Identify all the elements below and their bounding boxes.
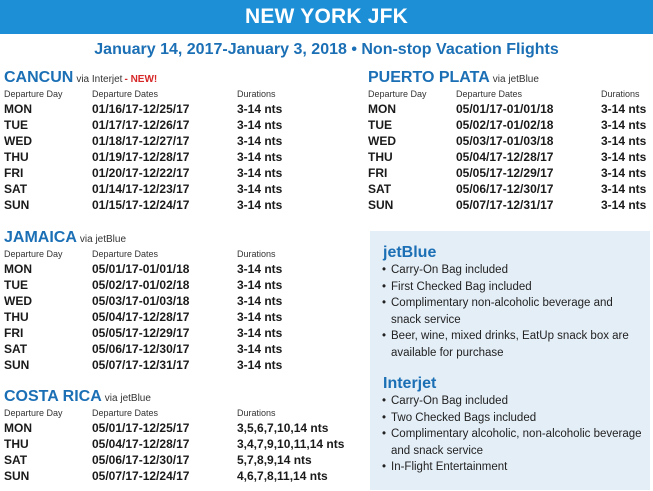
destination-carrier: via jetBlue xyxy=(79,234,127,245)
dates-cell: 05/07/17-12/24/17 xyxy=(92,469,190,483)
header-departure-day: Departure Day xyxy=(368,89,427,99)
destination-name: COSTA RICA xyxy=(4,388,102,405)
dates-cell: 05/04/17-12/28/17 xyxy=(456,150,554,164)
destination-name: JAMAICA xyxy=(4,229,77,246)
duration-cell: 3-14 nts xyxy=(237,134,283,148)
duration-cell: 3-14 nts xyxy=(237,150,283,164)
header-departure-day: Departure Day xyxy=(4,408,63,418)
day-cell: TUE xyxy=(368,118,392,132)
table-row xyxy=(4,468,344,484)
table-row xyxy=(368,101,646,117)
day-cell: THU xyxy=(4,310,29,324)
header-durations: Durations xyxy=(237,89,276,99)
table-row xyxy=(368,181,646,197)
destination-name: CANCUN xyxy=(4,69,74,86)
dates-cell: 05/04/17-12/28/17 xyxy=(92,310,190,324)
table-row xyxy=(4,309,282,325)
duration-cell: 3-14 nts xyxy=(237,294,283,308)
duration-cell: 4,6,7,8,11,14 nts xyxy=(237,469,328,483)
day-cell: SUN xyxy=(4,358,30,372)
duration-cell: 3-14 nts xyxy=(237,310,283,324)
list-item: • Complimentary non-alcoholic beverage and snack service xyxy=(382,295,644,328)
destination-name: PUERTO PLATA xyxy=(368,69,490,86)
dates-cell: 05/03/17-01/03/18 xyxy=(92,294,190,308)
dates-cell: 05/02/17-01/02/18 xyxy=(92,278,190,292)
table-row xyxy=(4,181,282,197)
table-row xyxy=(368,133,646,149)
table-row xyxy=(4,325,282,341)
page-subtitle: January 14, 2017-January 3, 2018 • Non-stop Vacation Flights xyxy=(94,41,559,58)
duration-cell: 3-14 nts xyxy=(601,198,647,212)
dates-cell: 05/06/17-12/30/17 xyxy=(92,453,190,467)
dates-cell: 05/05/17-12/29/17 xyxy=(456,166,554,180)
header-durations: Durations xyxy=(237,408,276,418)
day-cell: FRI xyxy=(4,326,24,340)
table-header-row xyxy=(4,248,282,261)
table-row xyxy=(4,165,282,181)
duration-cell: 3-14 nts xyxy=(237,198,283,212)
page-banner xyxy=(0,0,653,34)
dates-cell: 01/20/17-12/22/17 xyxy=(92,166,190,180)
table-row xyxy=(4,420,344,436)
dates-cell: 01/17/17-12/26/17 xyxy=(92,118,190,132)
day-cell: MON xyxy=(4,262,32,276)
table-row xyxy=(4,357,282,373)
table-row xyxy=(4,452,344,468)
day-cell: TUE xyxy=(4,118,28,132)
list-item: • Two Checked Bags included xyxy=(382,410,644,427)
table-row xyxy=(368,117,646,133)
dates-cell: 01/14/17-12/23/17 xyxy=(92,182,190,196)
destination-header xyxy=(368,68,646,88)
airline-name-jetblue: jetBlue xyxy=(383,244,437,261)
day-cell: WED xyxy=(368,134,396,148)
day-cell: SAT xyxy=(368,182,392,196)
dates-cell: 05/06/17-12/30/17 xyxy=(456,182,554,196)
table-row xyxy=(4,277,282,293)
dates-cell: 05/02/17-01/02/18 xyxy=(456,118,554,132)
destination-header xyxy=(4,228,282,248)
day-cell: WED xyxy=(4,294,32,308)
table-header-row xyxy=(368,88,646,101)
duration-cell: 5,7,8,9,14 nts xyxy=(237,453,312,467)
table-row xyxy=(4,197,282,213)
dates-cell: 05/01/17-01/01/18 xyxy=(456,102,554,116)
header-departure-dates: Departure Dates xyxy=(92,89,159,99)
day-cell: TUE xyxy=(4,278,28,292)
list-item: • Carry-On Bag included xyxy=(382,262,644,279)
dates-cell: 01/15/17-12/24/17 xyxy=(92,198,190,212)
table-header-row xyxy=(4,407,344,420)
duration-cell: 3-14 nts xyxy=(601,134,647,148)
destination-header xyxy=(4,387,344,407)
duration-cell: 3-14 nts xyxy=(601,150,647,164)
list-item: • Carry-On Bag included xyxy=(382,393,644,410)
header-departure-day: Departure Day xyxy=(4,249,63,259)
dates-cell: 05/01/17-12/25/17 xyxy=(92,421,190,435)
table-row xyxy=(4,261,282,277)
dates-cell: 05/04/17-12/28/17 xyxy=(92,437,190,451)
duration-cell: 3-14 nts xyxy=(237,102,283,116)
duration-cell: 3-14 nts xyxy=(601,166,647,180)
schedule-table xyxy=(368,88,646,213)
day-cell: MON xyxy=(368,102,396,116)
interjet-feature-list xyxy=(382,393,644,476)
duration-cell: 3,5,6,7,10,14 nts xyxy=(237,421,329,435)
header-departure-dates: Departure Dates xyxy=(92,408,159,418)
schedule-table xyxy=(4,248,282,373)
destination-jamaica xyxy=(4,228,282,373)
dates-cell: 01/18/17-12/27/17 xyxy=(92,134,190,148)
table-row xyxy=(4,117,282,133)
dates-cell: 01/16/17-12/25/17 xyxy=(92,102,190,116)
day-cell: SUN xyxy=(4,469,30,483)
destination-puerto-plata xyxy=(368,68,646,213)
duration-cell: 3-14 nts xyxy=(237,326,283,340)
header-durations: Durations xyxy=(601,89,640,99)
day-cell: WED xyxy=(4,134,32,148)
day-cell: THU xyxy=(4,150,29,164)
list-item: • In-Flight Entertainment xyxy=(382,459,644,476)
destination-carrier: via jetBlue xyxy=(104,393,151,404)
airline-info-panel xyxy=(370,231,650,490)
day-cell: SAT xyxy=(4,342,28,356)
banner-title: NEW YORK JFK xyxy=(244,5,409,28)
destination-costa-rica xyxy=(4,387,344,484)
duration-cell: 3-14 nts xyxy=(237,118,283,132)
duration-cell: 3-14 nts xyxy=(237,182,283,196)
table-row xyxy=(4,341,282,357)
table-row xyxy=(368,165,646,181)
header-departure-dates: Departure Dates xyxy=(92,249,159,259)
table-row xyxy=(4,436,344,452)
duration-cell: 3-14 nts xyxy=(601,182,647,196)
dates-cell: 05/07/17-12/31/17 xyxy=(456,198,554,212)
dates-cell: 05/03/17-01/03/18 xyxy=(456,134,554,148)
day-cell: FRI xyxy=(4,166,24,180)
duration-cell: 3-14 nts xyxy=(601,102,647,116)
schedule-table xyxy=(4,407,344,484)
dates-cell: 05/06/17-12/30/17 xyxy=(92,342,190,356)
dates-cell: 01/19/17-12/28/17 xyxy=(92,150,190,164)
day-cell: SAT xyxy=(4,453,28,467)
table-row xyxy=(4,101,282,117)
dates-cell: 05/07/17-12/31/17 xyxy=(92,358,190,372)
duration-cell: 3,4,7,9,10,11,14 nts xyxy=(237,437,345,451)
duration-cell: 3-14 nts xyxy=(237,166,283,180)
table-row xyxy=(368,149,646,165)
table-header-row xyxy=(4,88,282,101)
day-cell: THU xyxy=(368,150,393,164)
header-departure-day: Departure Day xyxy=(4,89,63,99)
table-row xyxy=(4,293,282,309)
schedule-table xyxy=(4,88,282,213)
day-cell: SUN xyxy=(4,198,30,212)
table-row xyxy=(368,197,646,213)
list-item: • Complimentary alcoholic, non-alcoholic beverage and snack service xyxy=(382,426,644,459)
day-cell: THU xyxy=(4,437,29,451)
new-badge: - NEW! xyxy=(124,74,158,85)
destination-cancun xyxy=(4,68,282,213)
destination-carrier: via Interjet xyxy=(76,74,123,85)
dates-cell: 05/01/17-01/01/18 xyxy=(92,262,190,276)
duration-cell: 3-14 nts xyxy=(237,358,283,372)
list-item: • First Checked Bag included xyxy=(382,279,644,296)
day-cell: FRI xyxy=(368,166,388,180)
destination-header xyxy=(4,68,282,88)
duration-cell: 3-14 nts xyxy=(601,118,647,132)
day-cell: MON xyxy=(4,421,32,435)
jetblue-feature-list xyxy=(382,262,644,361)
duration-cell: 3-14 nts xyxy=(237,278,283,292)
airline-name-interjet: Interjet xyxy=(383,375,437,392)
day-cell: SAT xyxy=(4,182,28,196)
duration-cell: 3-14 nts xyxy=(237,262,283,276)
destination-carrier: via jetBlue xyxy=(492,74,539,85)
header-durations: Durations xyxy=(237,249,276,259)
header-departure-dates: Departure Dates xyxy=(456,89,523,99)
day-cell: SUN xyxy=(368,198,394,212)
list-item: • Beer, wine, mixed drinks, EatUp snack box are available for purchase xyxy=(382,328,644,361)
table-row xyxy=(4,149,282,165)
dates-cell: 05/05/17-12/29/17 xyxy=(92,326,190,340)
table-row xyxy=(4,133,282,149)
day-cell: MON xyxy=(4,102,32,116)
duration-cell: 3-14 nts xyxy=(237,342,283,356)
